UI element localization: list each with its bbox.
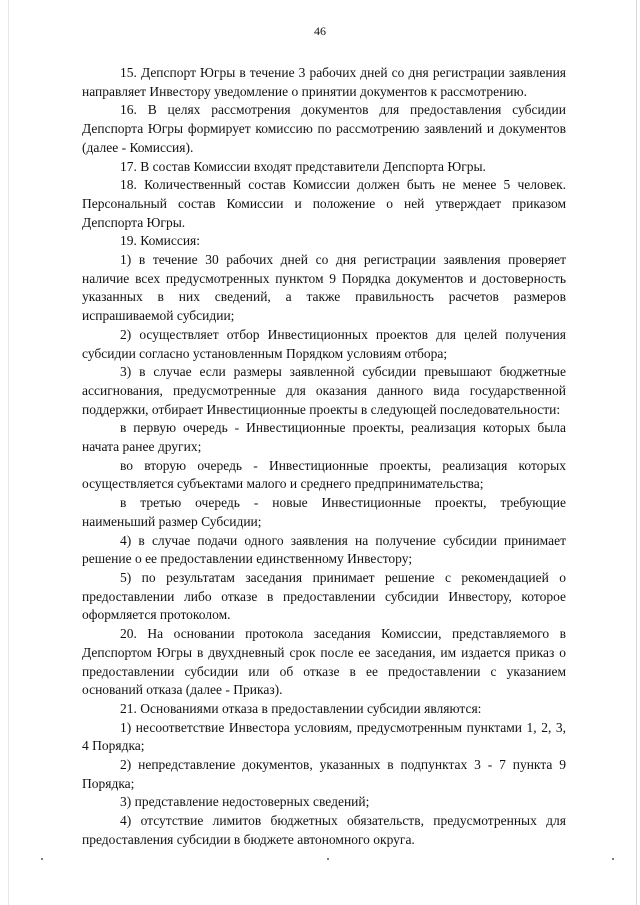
- paragraph-19-item-2: 2) осуществляет отбор Инвестиционных проектов для целей получения субсидии согласно установленным Порядком условиям отбора;: [82, 326, 566, 361]
- paragraph-21-item-4: 4) отсутствие лимитов бюджетных обязательств, предусмотренных для предоставления субсидии в бюджете автономного округа.: [82, 813, 566, 847]
- paragraph-21-item-2: 2) непредставление документов, указанных в подпунктах 3 - 7 пункта 9 Порядка;: [82, 757, 566, 791]
- paragraph-21: 21. Основаниями отказа в предоставлении субсидии являются:: [120, 700, 482, 716]
- paragraph-21-item-1: 1) несоответствие Инвестора условиям, предусмотренным пунктами 1, 2, 3, 4 Порядка;: [82, 719, 566, 754]
- paragraph-21-item-3: 3) представление недостоверных сведений;: [120, 794, 370, 810]
- scan-dot-center: [327, 858, 329, 860]
- paragraph-19-item-5: 5) по результатам заседания принимает решение с рекомендацией о предоставлении либо отказе в предоставлении субсидии Инвестору, которое оформляется протоколом.: [82, 569, 566, 623]
- paragraph-16: 16. В целях рассмотрения документов для предоставления субсидии Депспорта Югры формирует комиссию по рассмотрению заявлений и документов (далее - Комиссия).: [82, 102, 566, 155]
- paragraph-19-item-3-third: в третью очередь - новые Инвестиционные проекты, требующие наименьший размер Субсидии;: [82, 495, 566, 529]
- paragraph-19-item-3-second: во вторую очередь - Инвестиционные проекты, реализация которых осуществляется субъектами малого и среднего предпринимательства;: [82, 457, 566, 492]
- paragraph-19-item-4: 4) в случае подачи одного заявления на получение субсидии принимает решение о ее предоставлении единственному Инвестору;: [82, 532, 566, 567]
- page-number: 46: [314, 24, 326, 38]
- paragraph-18: 18. Количественный состав Комиссии должен быть не менее 5 человек. Персональный состав Комиссии и положение о ней утверждает приказом Депспорта Югры.: [82, 177, 566, 230]
- paragraph-17: 17. В состав Комиссии входят представители Депспорта Югры.: [120, 158, 486, 174]
- paragraph-19-item-3-first: в первую очередь - Инвестиционные проекты, реализация которых была начата ранее других;: [82, 420, 566, 455]
- document-body: [82, 64, 566, 850]
- paragraph-20: 20. На основании протокола заседания Комиссии, представляемого в Депспортом Югры в двухдневный срок после ее заседания, им издается приказ о предоставлении субсидии или об отказе в ее предоставлении с указанием оснований отказа (далее - Приказ).: [82, 626, 566, 698]
- paragraph-19: 19. Комиссия:: [120, 233, 201, 249]
- paragraph-19-item-1: 1) в течение 30 рабочих дней со дня регистрации заявления проверяет наличие всех предусмотренных пунктом 9 Порядка документов и достоверность указанных в них сведений, а также правильность расчетов размеров испрашиваемой субсидии;: [82, 252, 566, 324]
- scan-dot-right: [612, 858, 614, 860]
- paragraph-15: 15. Депспорт Югры в течение 3 рабочих дней со дня регистрации заявления направляет Инвестору уведомление о принятии документов к рассмотрению.: [82, 65, 566, 99]
- scan-edge-left: [8, 0, 9, 905]
- paragraph-19-item-3: 3) в случае если размеры заявленной субсидии превышают бюджетные ассигнования, предусмотренные для оказания данного вида государственной поддержки, отбирает Инвестиционные проекты в следующей последовательности:: [82, 364, 566, 417]
- scan-dot-left: [41, 858, 43, 860]
- scan-edge-right: [636, 0, 637, 905]
